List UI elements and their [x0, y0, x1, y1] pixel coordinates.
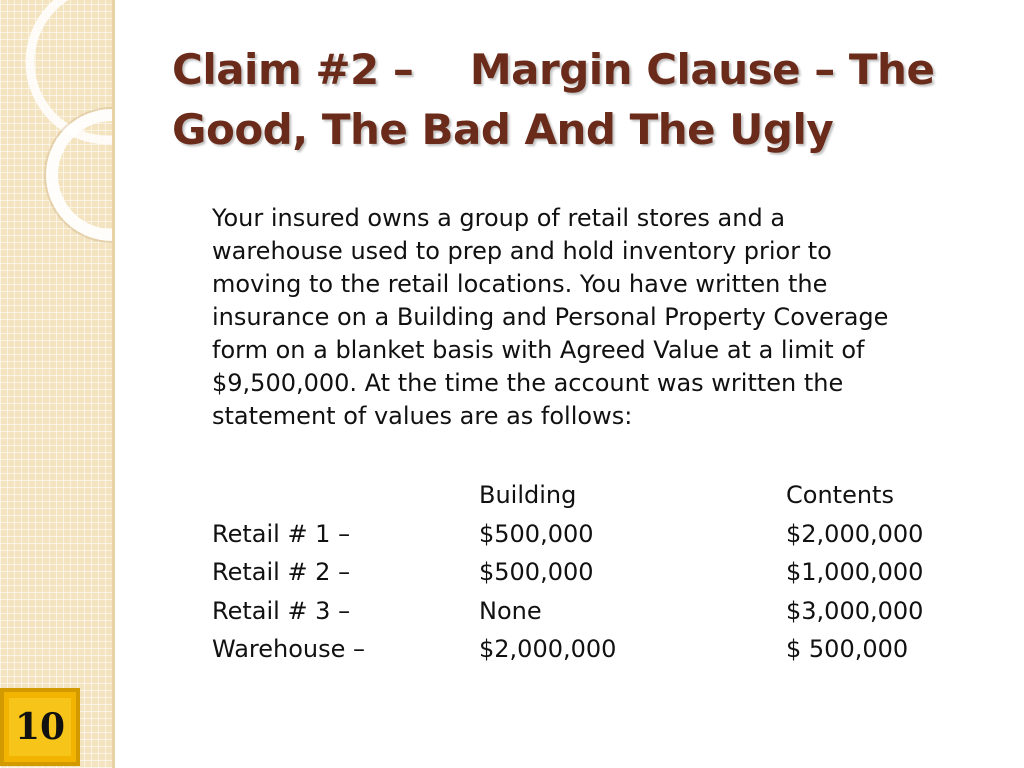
contents-value: $1,000,000: [786, 558, 924, 587]
paragraph-line: $9,500,000. At the time the account was written the: [212, 369, 844, 397]
contents-value: $3,000,000: [786, 596, 924, 625]
header-building: Building: [479, 481, 577, 510]
building-value: $2,000,000: [479, 635, 617, 664]
building-value: None: [479, 596, 542, 625]
location-label: Warehouse –: [212, 635, 366, 664]
table-row: [212, 515, 986, 554]
contents-value: $2,000,000: [786, 519, 924, 548]
contents-value: $ 500,000: [786, 635, 909, 664]
header-label-cell: [212, 476, 479, 515]
decorative-sidebar: [0, 0, 112, 768]
slide-title: [172, 40, 1002, 160]
paragraph-line: insurance on a Building and Personal Property Coverage: [212, 303, 889, 331]
building-value: $500,000: [479, 519, 594, 548]
location-label: Retail # 1 –: [212, 519, 351, 548]
table-header-row: [212, 476, 986, 515]
location-label: Retail # 2 –: [212, 558, 351, 587]
slide-title-line: Good, The Bad And The Ugly: [172, 105, 834, 154]
paragraph-line: statement of values are as follows:: [212, 402, 633, 430]
location-label: Retail # 3 –: [212, 596, 351, 625]
table-row: [212, 553, 986, 592]
table-row: [212, 592, 986, 631]
header-contents: Contents: [786, 481, 894, 510]
sidebar-divider: [112, 0, 115, 768]
scenario-paragraph: [212, 202, 1002, 433]
decorative-rings: [0, 0, 112, 260]
paragraph-line: form on a blanket basis with Agreed Value at a limit of: [212, 336, 865, 364]
slide-number-badge: [0, 688, 80, 766]
paragraph-line: Your insured owns a group of retail stores and a: [212, 204, 786, 232]
slide-title-line: Claim #2 – Margin Clause – The: [172, 45, 935, 94]
table-row: [212, 630, 986, 669]
paragraph-line: warehouse used to prep and hold inventory prior to: [212, 237, 832, 265]
statement-of-values-table: [212, 476, 986, 669]
slide-number: 10: [9, 698, 71, 756]
building-value: $500,000: [479, 558, 594, 587]
paragraph-line: moving to the retail locations. You have written the: [212, 270, 828, 298]
